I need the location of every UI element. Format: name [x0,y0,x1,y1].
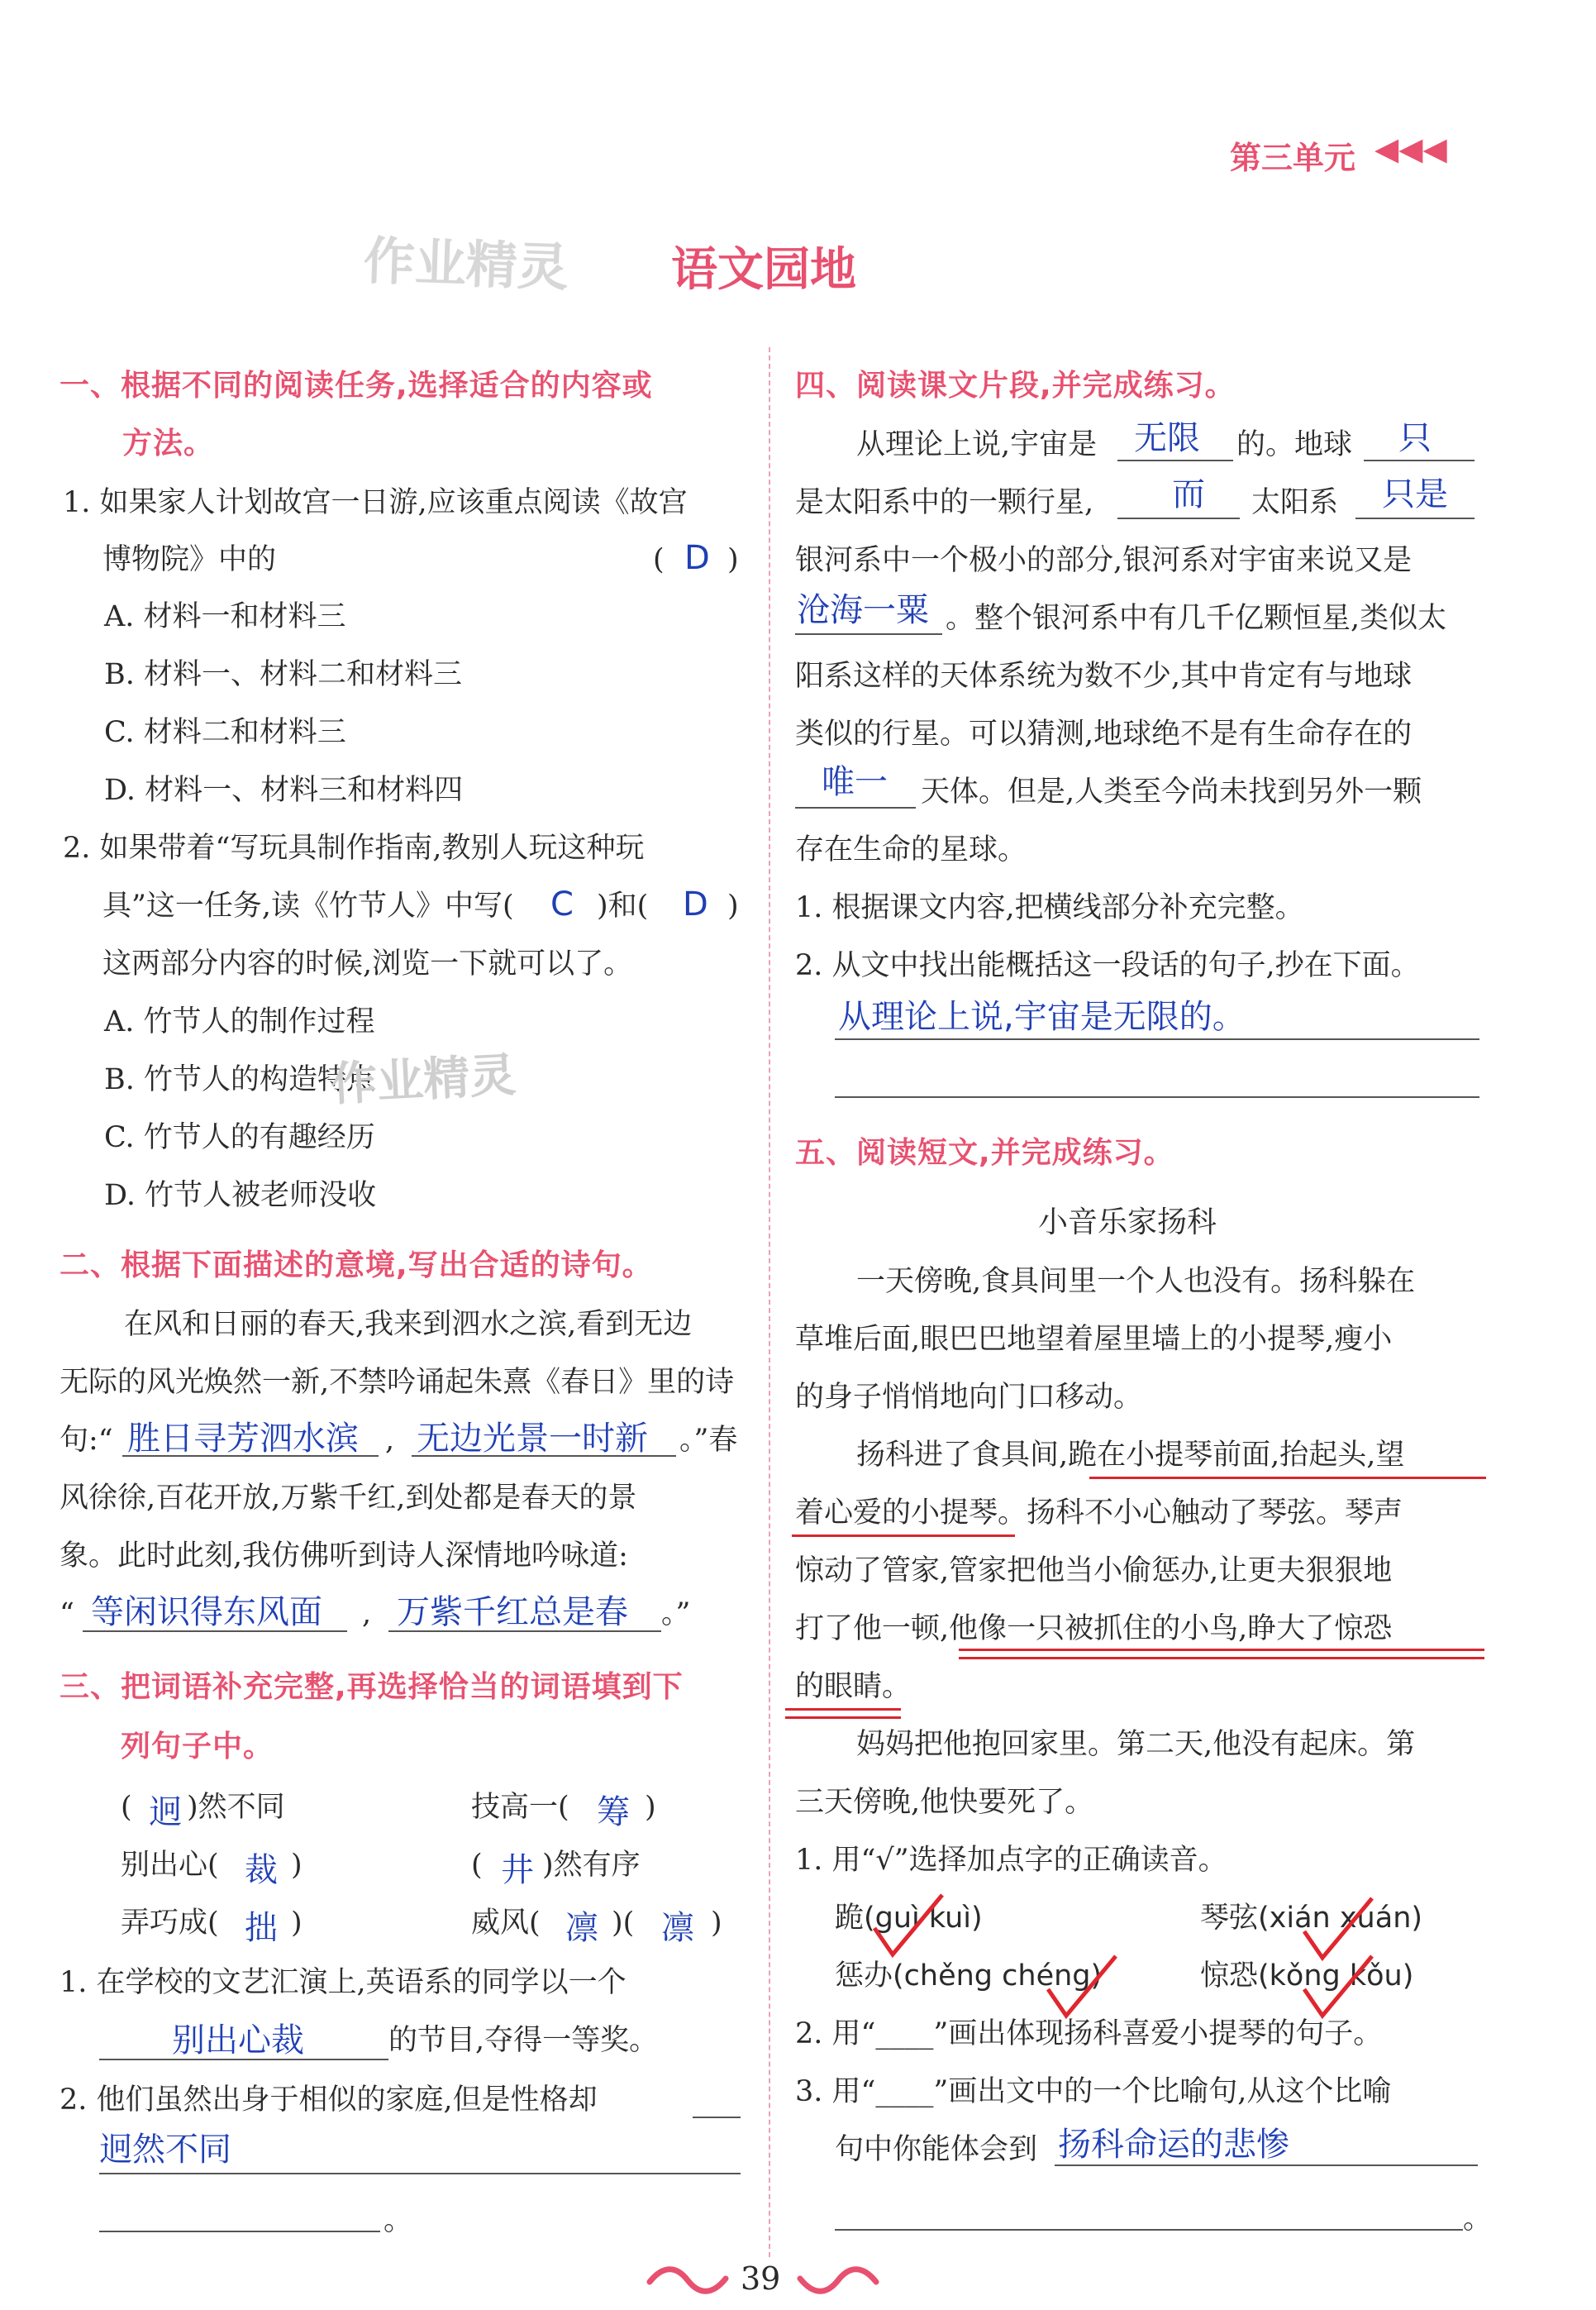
answer-line [1364,460,1475,461]
word4-answer: 井 [501,1851,534,1889]
paren: ) [727,543,739,576]
check-mark-icon [1298,1951,1380,2026]
watermark-logo-2: 作业精灵 [329,1048,517,1112]
sec1-title-cont: 方法。 [122,427,215,461]
story-title: 小音乐家扬科 [1038,1205,1217,1239]
sec1-q2-opt-c: C. 竹节人的有趣经历 [104,1121,375,1154]
story-p6: 惊动了管家,管家把他当小偷惩办,让更夫狠狠地 [795,1554,1393,1587]
sec1-q2-answer2: D [683,885,708,924]
arrows-icon: ◀◀◀ [1374,131,1447,167]
sec5-q1: 1. 用“√”选择加点字的正确读音。 [795,1844,1227,1877]
sec4-answer6: 唯一 [822,763,888,801]
sec4-answer5: 沧海一粟 [797,591,929,629]
underline-mark [785,1716,901,1719]
sec1-q2: 2. 如果带着“写玩具制作指南,教别人玩这种玩 [63,832,645,865]
sec2-line3a: 句:“ [60,1424,113,1457]
word5-close: ) [291,1907,303,1940]
story-p2: 草堆后面,眼巴巴地望着屋里墙上的小提琴,瘦小 [795,1323,1393,1356]
word6-mid: )( [612,1907,635,1940]
sec4-answer1: 无限 [1134,419,1200,457]
sec1-q1: 1. 如果家人计划故宫一日游,应该重点阅读《故宫 [63,486,688,519]
story-p1: 一天傍晚,食具间里一个人也没有。扬科躲在 [856,1265,1416,1298]
sec1-q2-and: )和( [597,890,649,923]
word5-pre: 弄巧成( [121,1907,219,1940]
word2-answer: 筹 [597,1793,630,1831]
story-p9: 妈妈把他抱回家里。第二天,他没有起床。第 [856,1728,1416,1761]
word3-pre: 别出心( [121,1849,219,1882]
story-p3: 的身子悄悄地向门口移动。 [795,1381,1143,1414]
story-p4: 扬科进了食具间,跪在小提琴前面,抬起头,望 [856,1439,1405,1472]
sec3-q2-answer: 迥然不同 [99,2131,231,2169]
word1-open: ( [121,1791,132,1824]
sec3-title: 三、把词语补充完整,再选择恰当的词语填到下 [60,1670,684,1704]
check-mark-icon [1041,1951,1124,2026]
sec1-q1-opt-c: C. 材料二和材料三 [104,716,346,749]
word1-answer: 迥 [149,1793,182,1831]
answer-line [795,633,942,635]
word4-open: ( [471,1849,483,1882]
sec4-l1b: 的。地球 [1236,428,1353,461]
word6-answer2: 凛 [661,1909,694,1947]
sec5-q2: 2. 用“____”画出体现扬科喜爱小提琴的句子。 [795,2017,1383,2050]
sec1-q2-line2: 具”这一任务,读《竹节人》中写( [102,890,514,923]
sec2-line3c: 。”春 [679,1424,738,1457]
word4-rest: )然有序 [542,1849,641,1882]
sec2-line5: 象。此时此刻,我仿佛听到诗人深情地吟咏道: [60,1539,628,1573]
underline-mark [959,1657,1484,1659]
answer-line [693,2117,741,2118]
sec1-q1-cont: 博物院》中的 [102,543,277,576]
paren: ) [727,890,739,923]
word3-close: ) [291,1849,303,1882]
answer-line [835,1096,1479,1098]
sec2-line4: 风徐徐,百花开放,万紫千红,到处都是春天的景 [60,1482,637,1515]
underline-mark [1089,1477,1486,1479]
page-title: 语文园地 [671,243,856,297]
period: 。 [1463,2203,1493,2236]
word6-pre: 威风( [471,1907,541,1940]
reading-1: 跪(guì kuì) [835,1902,983,1935]
sec4-l2a: 是太阳系中的一颗行星, [795,486,1094,519]
sec4-q1: 1. 根据课文内容,把横线部分补充完整。 [795,891,1304,924]
sec1-q2-opt-d: D. 竹节人被老师没收 [104,1179,377,1212]
word2-pre: 技高一( [471,1791,569,1824]
underline-mark [785,1708,901,1711]
sec1-title: 一、根据不同的阅读任务,选择适合的内容或 [60,369,653,403]
column-divider [769,347,770,2257]
sec5-title: 五、阅读短文,并完成练习。 [795,1136,1174,1170]
sec4-l4b: 。整个银河系中有几千亿颗恒星,类似太 [946,602,1447,635]
sec2-comma2: , [362,1597,372,1630]
sec4-l7b: 天体。但是,人类至今尚未找到另外一颗 [921,776,1422,809]
answer-line [1117,518,1240,519]
watermark-logo: 作业精灵 [362,230,570,298]
sec4-answer4: 只是 [1382,475,1448,513]
word1-rest: )然不同 [187,1791,285,1824]
story-p5: 着心爱的小提琴。扬科不小心触动了琴弦。琴声 [795,1496,1403,1530]
word6-answer1: 凛 [565,1909,598,1947]
answer-line [1355,518,1475,519]
sec4-title: 四、阅读课文片段,并完成练习。 [795,369,1236,403]
sec1-q2-opt-a: A. 竹节人的制作过程 [104,1005,375,1038]
sec4-l5: 阳系这样的天体系统为数不少,其中肯定有与地球 [795,660,1413,693]
sec1-q1-opt-b: B. 材料一、材料二和材料三 [104,658,462,691]
sec2-answer3: 等闲识得东风面 [91,1593,322,1631]
sec3-q1-answer: 别出心裁 [172,2021,304,2059]
sec3-q1: 1. 在学校的文艺汇演上,英语系的同学以一个 [60,1966,626,1999]
sec1-q2-line3: 这两部分内容的时候,浏览一下就可以了。 [102,947,633,981]
underline-mark [959,1649,1484,1651]
word5-answer: 拙 [245,1909,278,1947]
word3-answer: 裁 [245,1851,278,1889]
underline-mark [792,1534,1015,1537]
sec4-answer3: 而 [1172,475,1205,513]
word2-close: ) [645,1791,656,1824]
sec1-q1-opt-d: D. 材料一、材料三和材料四 [104,774,464,807]
sec2-line2: 无际的风光焕然一新,不禁吟诵起朱熹《春日》里的诗 [60,1366,735,1399]
sec2-answer4: 万紫千红总是春 [397,1593,628,1631]
sec2-answer2: 无边光景一时新 [417,1420,648,1458]
sec3-q2: 2. 他们虽然出身于相似的家庭,但是性格却 [60,2083,598,2117]
sec4-l8: 存在生命的星球。 [795,833,1027,866]
answer-line [795,807,916,809]
story-p8: 的眼睛。 [795,1670,912,1703]
answer-line [835,2229,1463,2231]
sec2-comma: , [385,1424,395,1457]
wave-ornament-icon [646,2264,729,2297]
sec3-title-cont: 列句子中。 [121,1730,274,1764]
answer-line [99,2231,380,2232]
sec5-q3-cont: 句中你能体会到 [835,2133,1038,2166]
sec3-q1-rest: 的节目,夺得一等奖。 [388,2024,659,2057]
reading-2: 琴弦(xián xuán) [1200,1902,1423,1935]
sec4-answer2: 只 [1398,419,1432,457]
sec2-line1: 在风和日丽的春天,我来到泗水之滨,看到无边 [124,1308,693,1341]
sec1-q1-answer: D [684,539,710,577]
unit-label: 第三单元 [1230,140,1356,176]
period: 。 [384,2204,413,2237]
check-mark-icon [868,1890,950,1964]
sec2-title: 二、根据下面描述的意境,写出合适的诗句。 [60,1248,653,1282]
sec4-l6: 类似的行星。可以猜测,地球绝不是有生命存在的 [795,718,1413,751]
word6-close: ) [711,1907,722,1940]
sec5-q3-answer: 扬科命运的悲惨 [1058,2126,1289,2164]
sec4-l2b: 太阳系 [1251,486,1339,519]
sec1-q2-opt-b: B. 竹节人的构造特点 [104,1063,375,1096]
answer-line [99,2173,741,2174]
page-number: 39 [741,2260,781,2297]
story-p10: 三天傍晚,他快要死了。 [795,1786,1094,1819]
reading-3: 惩办(chěng chéng) [835,1959,1103,1993]
sec2-line6a: “ [60,1597,74,1630]
wave-ornament-icon [797,2264,879,2297]
answer-line [1117,460,1233,461]
sec1-q1-opt-a: A. 材料一和材料三 [104,600,346,633]
sec4-l1a: 从理论上说,宇宙是 [856,428,1098,461]
sec4-q2: 2. 从文中找出能概括这一段话的句子,抄在下面。 [795,949,1420,982]
story-p7: 打了他一顿,他像一只被抓住的小鸟,睁大了惊恐 [795,1612,1393,1645]
sec5-q3: 3. 用“____”画出文中的一个比喻句,从这个比喻 [795,2075,1392,2108]
answer-line [835,1038,1479,1040]
sec1-q2-answer1: C [550,885,574,924]
sec4-l3: 银河系中一个极小的部分,银河系对宇宙来说又是 [795,544,1413,577]
reading-4: 惊恐(kǒng kǒu) [1200,1959,1414,1993]
paren: ( [653,543,665,576]
sec2-answer1: 胜日寻芳泗水滨 [127,1420,359,1458]
sec2-line6c: 。” [661,1597,691,1630]
sec4-q2-answer: 从理论上说,宇宙是无限的。 [838,998,1246,1036]
